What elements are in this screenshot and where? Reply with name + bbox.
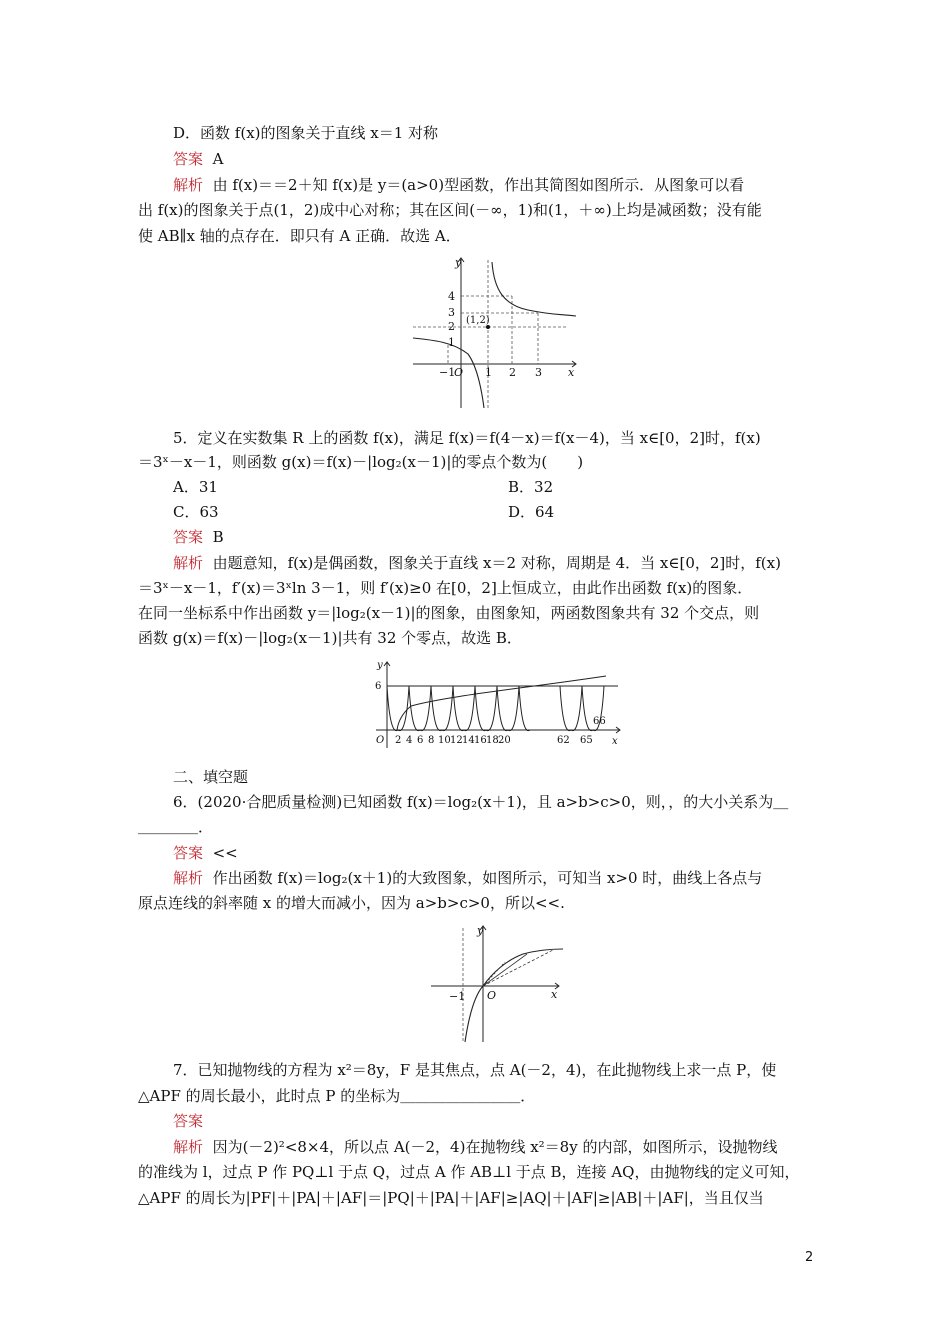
y-tick-4: 4 (448, 290, 455, 303)
answer-label: 答案 (173, 528, 204, 546)
analysis-text: 由 f(x)＝＝2＋知 f(x)是 y＝(a>0)型函数，作出其简图如图所示．从图象可以看 (212, 176, 745, 194)
x-tick-neg1: −1 (449, 990, 466, 1003)
log-curve (465, 949, 563, 1042)
x-axis-label: x (568, 366, 575, 379)
svg-text:4: 4 (406, 735, 413, 746)
q6-analysis-line-1 (173, 868, 818, 888)
svg-text:20: 20 (498, 735, 511, 746)
answer-value: B (212, 528, 224, 546)
q5-analysis-line-3: 在同一坐标系中作出函数 y＝|log₂(x－1)|的图象，由图象知，两函数图象共有 32 个交点，则 (138, 604, 760, 622)
q4-analysis-line-1 (173, 175, 818, 195)
q4-option-d: D．函数 f(x)的图象关于直线 x＝1 对称 (173, 124, 439, 142)
label-66: 66 (593, 716, 606, 727)
answer-value: A (212, 150, 224, 168)
q6-analysis-line-2: 原点连线的斜率随 x 的增大而减小，因为 a>b>c>0，所以<<. (138, 894, 565, 912)
q7-stem-line-1: 7．已知抛物线的方程为 x²＝8y，F 是其焦点，点 A(－2，4)，在此抛物线上求一点 P，使 (173, 1061, 777, 1079)
analysis-label: 解析 (173, 554, 204, 572)
q6-stem-line-2: ＿＿＿＿． (138, 818, 214, 836)
q5-answer (173, 527, 818, 547)
x-tick-neg1: −1 (439, 366, 456, 379)
origin-label: O (454, 366, 464, 379)
q5-stem-line-1: 5．定义在实数集 R 上的函数 f(x)，满足 f(x)＝f(4－x)＝f(x－4)，当 x∈[0，2]时，f(x) (173, 429, 761, 447)
chord-a (483, 950, 553, 986)
analysis-text: 作出函数 f(x)＝log₂(x＋1)的大致图象，如图所示，可知当 x>0 时，曲线上各点与 (212, 869, 763, 887)
section-heading: 二、填空题 (173, 768, 249, 786)
svg-text:10: 10 (438, 735, 451, 746)
y-tick-6: 6 (375, 681, 382, 692)
q5-option-d: D．64 (508, 503, 555, 521)
y-axis-label: y (455, 256, 462, 269)
answer-value: << (212, 844, 238, 862)
svg-text:12: 12 (450, 735, 463, 746)
y-axis-label: y (377, 660, 383, 671)
q5-graph-figure (366, 656, 628, 752)
q6-graph-figure (423, 920, 568, 1046)
svg-text:65: 65 (580, 735, 593, 746)
x-axis-label: x (551, 988, 558, 1001)
q5-option-a: A．31 (173, 478, 218, 496)
q7-analysis-line-1 (173, 1137, 818, 1157)
y-tick-3: 3 (448, 306, 455, 319)
analysis-text: 因为(－2)²<8×4，所以点 A(－2，4)在抛物线 x²＝8y 的内部，如图所示，设抛物线 (212, 1138, 778, 1156)
curve-right-branch (492, 262, 576, 316)
svg-text:18: 18 (486, 735, 499, 746)
periodic-curve (387, 686, 604, 731)
x-tick-1: 1 (485, 366, 492, 379)
q5-option-c: C．63 (173, 503, 219, 521)
analysis-text: 由题意知，f(x)是偶函数，图象关于直线 x＝2 对称，周期是 4．当 x∈[0，2]时，f(x) (212, 554, 781, 572)
x-tick-2: 2 (509, 366, 516, 379)
analysis-label: 解析 (173, 176, 204, 194)
q5-analysis-line-2: ＝3ˣ－x－1，f′(x)＝3ˣln 3－1，则 f′(x)≥0 在[0，2]上恒成立，由此作出函数 f(x)的图象． (138, 579, 753, 597)
q4-analysis-line-3: 使 AB∥x 轴的点存在．即只有 A 正确．故选 A． (138, 227, 461, 245)
svg-text:8: 8 (428, 735, 435, 746)
y-tick-1: 1 (448, 336, 455, 349)
q5-analysis-line-4: 函数 g(x)＝f(x)－|log₂(x－1)|共有 32 个零点，故选 B． (138, 629, 522, 647)
y-axis-label: y (477, 924, 484, 937)
q5-stem-line-2: ＝3ˣ－x－1，则函数 g(x)＝f(x)－|log₂(x－1)|的零点个数为( ) (138, 453, 584, 471)
q7-stem-line-2: △APF 的周长最小，此时点 P 的坐标为＿＿＿＿＿＿＿＿． (138, 1087, 536, 1105)
svg-text:14: 14 (462, 735, 475, 746)
q7-analysis-line-2: 的准线为 l，过点 P 作 PQ⊥l 于点 Q，过点 A 作 AB⊥l 于点 B，连接 AQ，由抛物线的定义可知， (138, 1163, 800, 1181)
svg-text:6: 6 (417, 735, 424, 746)
page-number: 2 (805, 1250, 814, 1265)
chord-b (483, 954, 527, 986)
q5-option-b: B．32 (508, 478, 554, 496)
y-tick-2: 2 (448, 320, 455, 333)
origin-label: O (376, 735, 385, 746)
svg-text:2: 2 (395, 735, 402, 746)
origin-label: O (487, 989, 497, 1002)
center-point-label: (1,2) (466, 315, 490, 326)
svg-text:62: 62 (557, 735, 570, 746)
x-tick-3: 3 (535, 366, 542, 379)
q7-analysis-line-3: △APF 的周长为|PF|＋|PA|＋|AF|＝|PQ|＋|PA|＋|AF|≥|AQ|＋|AF|≥|AB|＋|AF|，当且仅当 (138, 1189, 764, 1207)
q4-analysis-line-2: 出 f(x)的图象关于点(1，2)成中心对称；其在区间(－∞，1)和(1，＋∞)上均是减函数；没有能 (138, 201, 762, 219)
svg-text:16: 16 (474, 735, 487, 746)
q4-answer (173, 149, 818, 169)
q5-analysis-line-1 (173, 553, 818, 573)
q4-graph-figure (408, 250, 583, 412)
q6-stem-line-1: 6．(2020·合肥质量检测)已知函数 f(x)＝log₂(x＋1)，且 a>b>c>0，则，，的大小关系为＿ (173, 793, 789, 811)
answer-label: 答案 (173, 150, 204, 168)
analysis-label: 解析 (173, 869, 204, 887)
q6-answer (173, 843, 818, 863)
analysis-label: 解析 (173, 1138, 204, 1156)
q7-answer (173, 1111, 818, 1131)
answer-label: 答案 (173, 844, 204, 862)
answer-label: 答案 (173, 1112, 204, 1130)
x-axis-label: x (612, 736, 618, 747)
